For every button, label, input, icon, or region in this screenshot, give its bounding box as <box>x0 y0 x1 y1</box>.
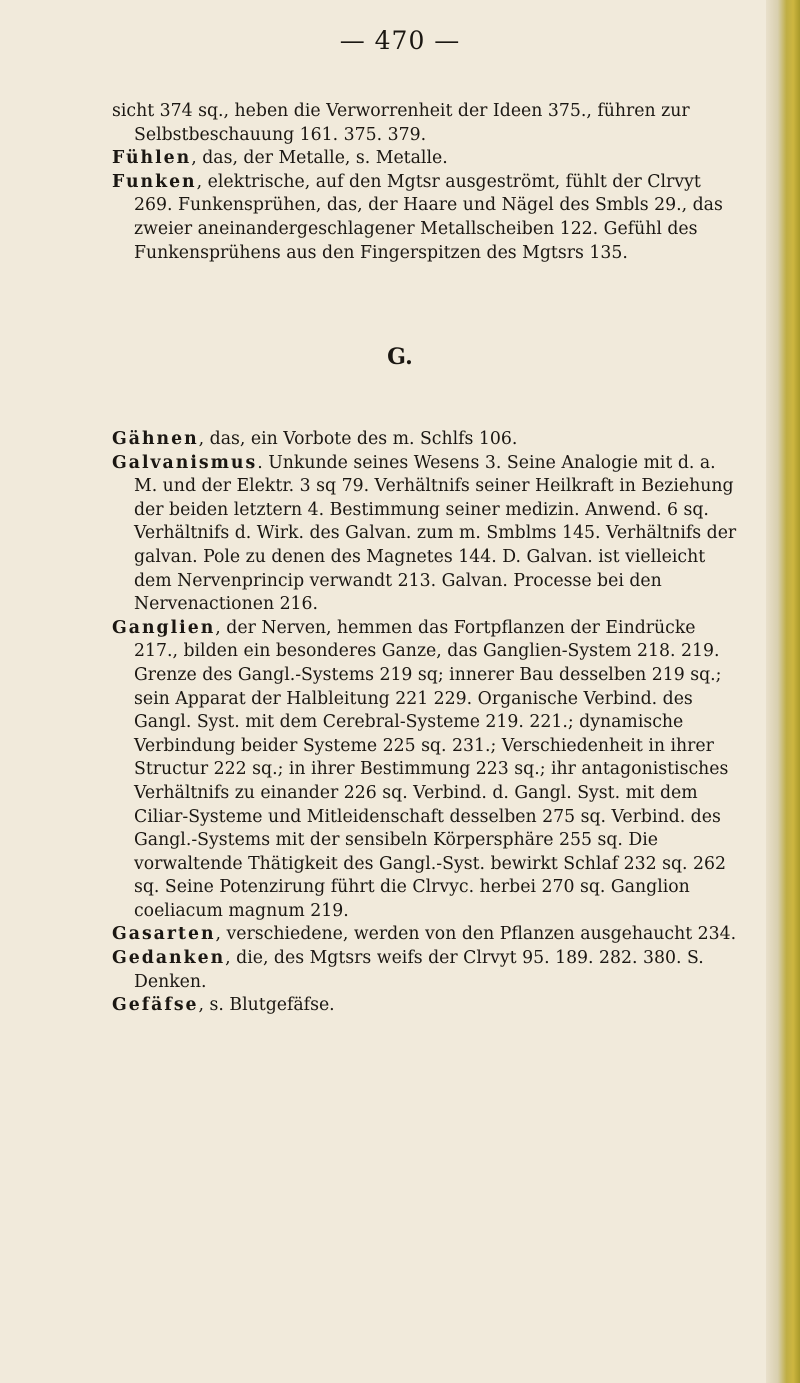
entry-text: , verschiedene, werden von den Pflanzen ausgehaucht 234. <box>215 924 737 945</box>
entry-head: Gefäfse <box>112 995 199 1016</box>
entry-text: , s. Blutgefäfse. <box>198 995 335 1016</box>
section-letter: G. <box>387 344 413 370</box>
index-entry <box>112 428 740 452</box>
page-number: — 470 — <box>339 26 461 55</box>
index-block-f <box>112 100 740 265</box>
entry-text: sicht 374 sq., heben die Verworrenheit der Ideen 375., führen zur Selbstbeschauung 161. 375. 379. <box>112 101 690 145</box>
entry-head: Gedanken <box>112 948 226 969</box>
page-edge <box>766 0 800 1383</box>
index-block-g <box>112 428 740 1018</box>
entry-text: , das, der Metalle, s. Metalle. <box>191 148 448 169</box>
index-entry <box>112 947 740 994</box>
entry-head: Fühlen <box>112 148 192 169</box>
entry-text: , der Nerven, hemmen das Fortpflanzen der Eindrücke 217., bilden ein besonderes Ganze, das Ganglien-System 218. 219. Grenze des Gangl.-Systems 219 sq; innerer Bau desselben 219 sq.; sein Apparat der Halbleitung 221 229. Organische Verbind. des Gangl. Syst. mit dem Cerebral-Systeme 219. 221.; dynamische Verbindung beider Systeme 225 sq. 231.; Verschiedenheit in ihrer Structur 222 sq.; in ihrer Bestimmung 223 sq.; ihr antagonistisches Verhältnifs zu einander 226 sq. Verbind. d. Gangl. Syst. mit dem Ciliar-Systeme und Mitleidenschaft desselben 275 sq. Verbind. des Gangl.-Systems mit der sensibeln Körpersphäre 255 sq. Die vorwaltende Thätigkeit des Gangl.-Syst. bewirkt Schlaf 232 sq. 262 sq. Seine Potenzirung führt die Clrvyc. herbei 270 sq. Ganglion coeliacum magnum 219. <box>134 617 729 921</box>
index-entry <box>112 100 740 147</box>
index-entry <box>112 994 740 1018</box>
entry-text: , das, ein Vorbote des m. Schlfs 106. <box>198 429 518 449</box>
index-entry <box>112 452 740 617</box>
entry-head: Gasarten <box>112 924 216 945</box>
entry-text: , die, des Mgtsrs weifs der Clrvyt 95. 189. 282. 380. S. Denken. <box>134 948 704 992</box>
index-entry <box>112 923 740 947</box>
index-entry <box>112 617 740 924</box>
entry-head: Ganglien <box>112 617 216 638</box>
entry-text: , elektrische, auf den Mgtsr ausgeströmt, fühlt der Clrvyt 269. Funkensprühen, das, der Haare und Nägel des Smbls 29., das zweier aneinandergeschlagener Metallscheiben 122. Gefühl des Funkensprühens aus den Fingerspitzen des Mgtsrs 135. <box>134 171 723 263</box>
index-entry <box>112 147 740 171</box>
entry-text: . Unkunde seines Wesens 3. Seine Analogie mit d. a. M. und der Elektr. 3 sq 79. Verhältnifs seiner Heilkraft in Beziehung der beiden letztern 4. Bestimmung seiner medizin. Anwend. 6 sq. Verhältnifs d. Wirk. des Galvan. zum m. Smblms 145. Verhältnifs der galvan. Pole zu denen des Magnetes 144. D. Galvan. ist vielleicht dem Nervenprincip verwandt 213. Galvan. Processe bei den Nervenactionen 216. <box>134 452 737 615</box>
entry-head: Gähnen <box>112 429 199 449</box>
entry-head: Galvanismus <box>112 452 258 473</box>
index-entry <box>112 171 740 265</box>
entry-head: Funken <box>112 171 197 192</box>
